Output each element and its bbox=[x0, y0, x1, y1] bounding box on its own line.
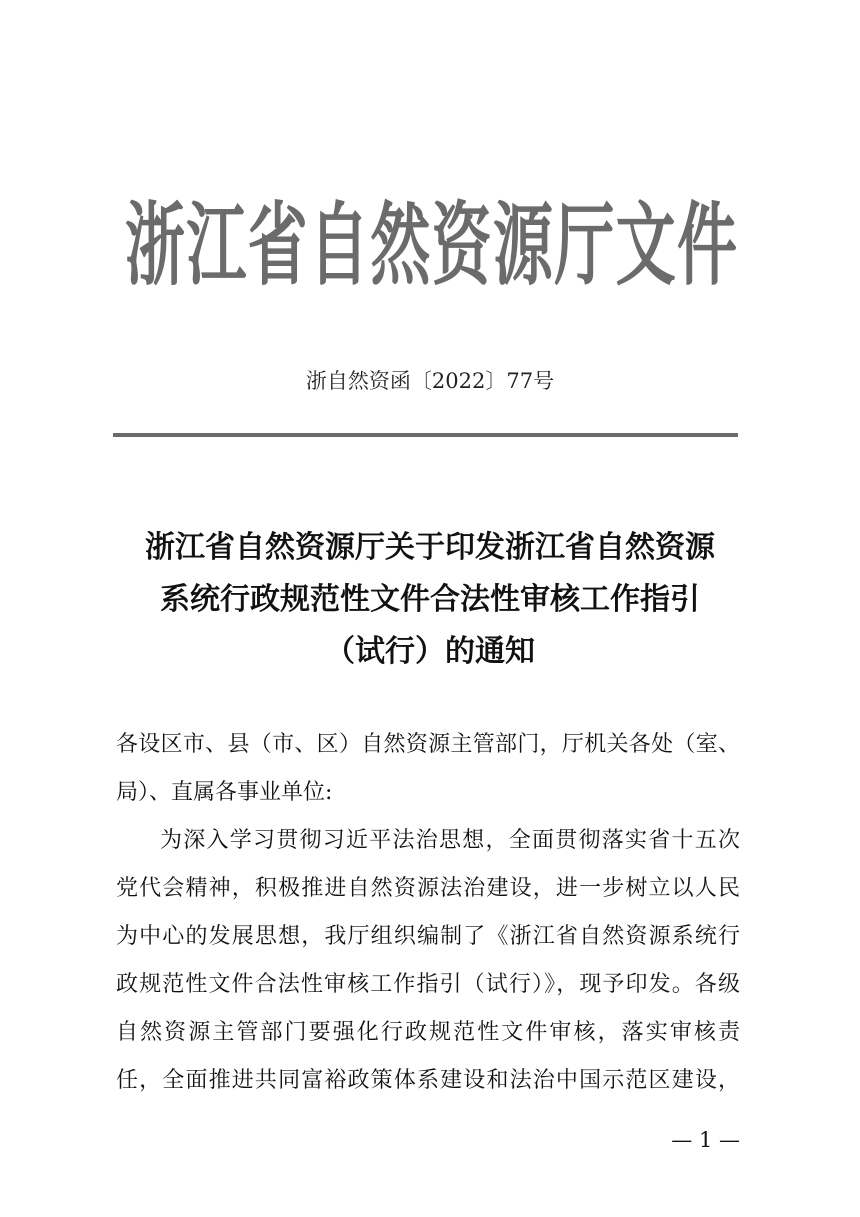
page-number: — 1 — bbox=[671, 1128, 740, 1152]
addressee-line-2: 局）、直属各事业单位: bbox=[116, 780, 333, 805]
document-title-line-1: 浙江省自然资源厅关于印发浙江省自然资源 bbox=[145, 530, 715, 565]
body-paragraph-line: 任，全面推进共同富裕政策体系建设和法治中国示范区建设， bbox=[116, 1068, 740, 1093]
body-paragraph-line: 为深入学习贯彻习近平法治思想，全面贯彻落实省十五次 bbox=[160, 828, 740, 853]
addressee-line-1: 各设区市、县（市、区）自然资源主管部门，厅机关各处（室、 bbox=[116, 732, 740, 757]
body-paragraph-line: 党代会精神，积极推进自然资源法治建设，进一步树立以人民 bbox=[116, 876, 740, 901]
issuing-authority-header: 浙江省自然资源厅文件 bbox=[125, 193, 737, 299]
body-paragraph-line: 政规范性文件合法性审核工作指引（试行）》，现予印发。各级 bbox=[116, 972, 740, 997]
body-paragraph-line: 自然资源主管部门要强化行政规范性文件审核，落实审核责 bbox=[116, 1020, 740, 1045]
document-title-line-3: （试行）的通知 bbox=[325, 634, 535, 669]
document-title-line-2: 系统行政规范性文件合法性审核工作指引 bbox=[160, 582, 700, 617]
body-paragraph-line: 为中心的发展思想，我厅组织编制了《浙江省自然资源系统行 bbox=[116, 924, 740, 949]
header-divider bbox=[113, 433, 738, 437]
document-number: 浙自然资函〔2022〕77号 bbox=[305, 369, 555, 393]
